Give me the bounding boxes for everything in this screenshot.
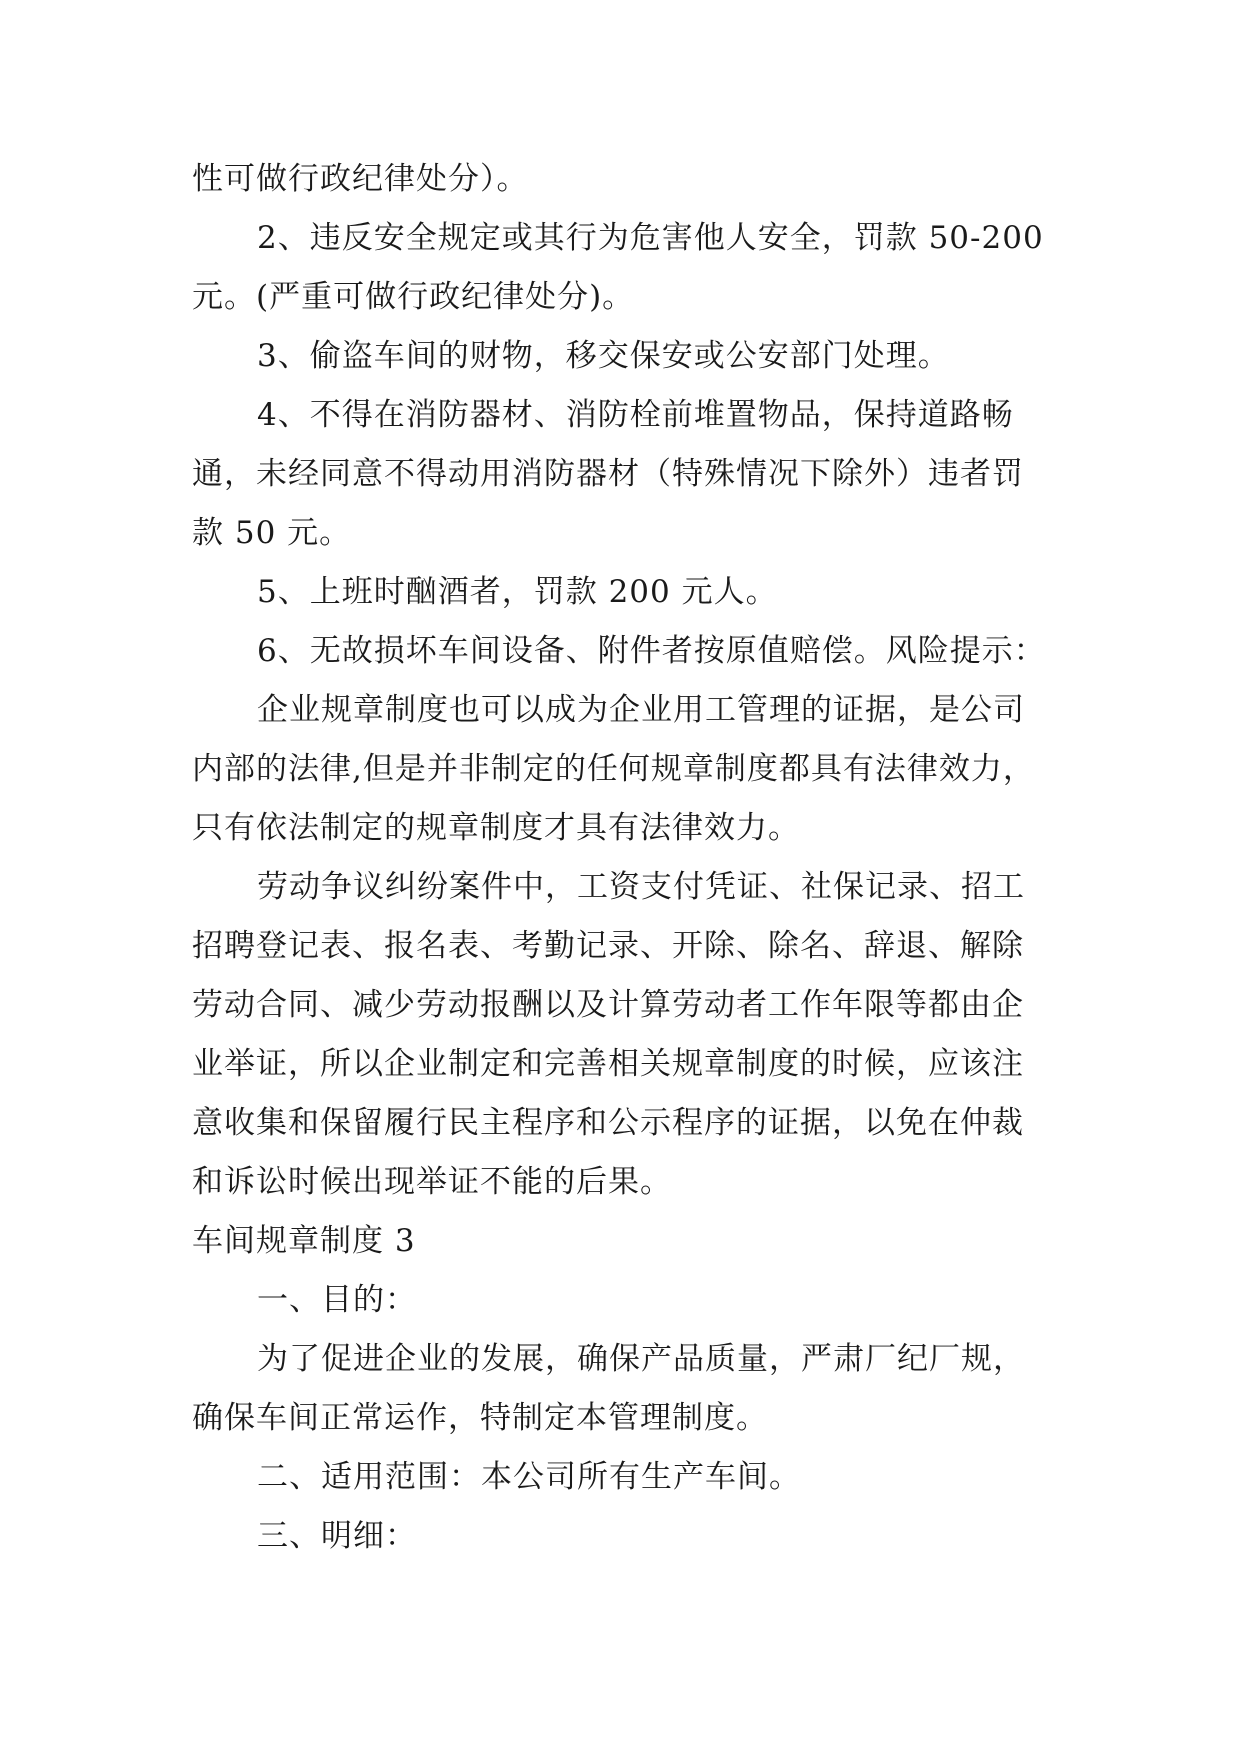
- text-line: 意收集和保留履行民主程序和公示程序的证据，以免在仲裁: [192, 1105, 1024, 1141]
- text-line: 3、偷盗车间的财物，移交保安或公安部门处理。: [257, 338, 950, 374]
- text-line: 5、上班时酗酒者，罚款 200 元人。: [257, 574, 778, 610]
- text-line: 确保车间正常运作，特制定本管理制度。: [192, 1400, 768, 1436]
- text-line: 款 50 元。: [192, 515, 352, 551]
- text-line: 4、不得在消防器材、消防栓前堆置物品，保持道路畅: [257, 397, 1014, 433]
- text-line: 为了促进企业的发展，确保产品质量，严肃厂纪厂规，: [257, 1341, 1025, 1377]
- text-line: 6、无故损坏车间设备、附件者按原值赔偿。风险提示：: [257, 633, 1046, 669]
- section-title: 车间规章制度 3: [192, 1223, 416, 1259]
- text-line: 内部的法律,但是并非制定的任何规章制度都具有法律效力，: [192, 751, 1035, 787]
- text-line: 通，未经同意不得动用消防器材（特殊情况下除外）违者罚: [192, 456, 1024, 492]
- text-line: 二、适用范围：本公司所有生产车间。: [257, 1459, 801, 1495]
- text-line: 2、违反安全规定或其行为危害他人安全，罚款 50-200: [257, 220, 1044, 256]
- text-line: 劳动争议纠纷案件中，工资支付凭证、社保记录、招工: [257, 869, 1025, 905]
- document-page: [192, 150, 1054, 1566]
- text-line: 招聘登记表、报名表、考勤记录、开除、除名、辞退、解除: [192, 928, 1024, 964]
- text-line: 元。(严重可做行政纪律处分)。: [192, 279, 635, 315]
- text-line: 三、明细：: [257, 1518, 417, 1554]
- text-line: 和诉讼时候出现举证不能的后果。: [192, 1164, 672, 1200]
- text-line: 性可做行政纪律处分）。: [192, 161, 529, 197]
- text-line: 劳动合同、减少劳动报酬以及计算劳动者工作年限等都由企: [192, 987, 1024, 1023]
- text-line: 一、目的：: [257, 1282, 417, 1318]
- text-line: 业举证，所以企业制定和完善相关规章制度的时候，应该注: [192, 1046, 1024, 1082]
- text-line: 只有依法制定的规章制度才具有法律效力。: [192, 810, 800, 846]
- text-line: 企业规章制度也可以成为企业用工管理的证据，是公司: [257, 692, 1025, 728]
